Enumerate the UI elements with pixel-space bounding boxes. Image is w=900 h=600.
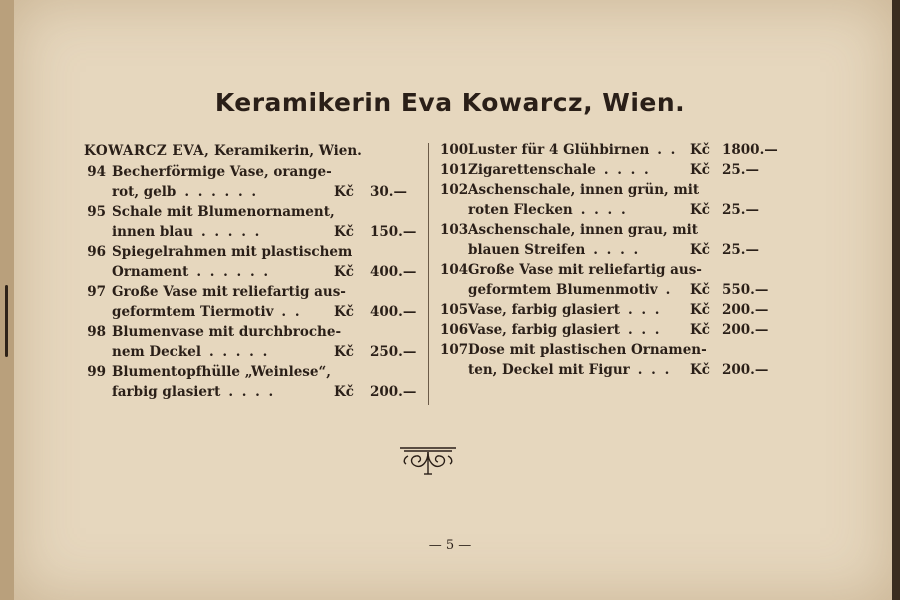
item-price: 200.—: [722, 362, 769, 378]
item-text: Schale mit Blumenornament,: [112, 204, 335, 220]
item-description: [112, 182, 258, 202]
catalog-line: [84, 262, 424, 282]
catalog-line: [440, 300, 780, 320]
item-description: [112, 342, 269, 362]
item-description: [112, 202, 335, 222]
currency: Kč: [334, 344, 354, 360]
catalog-line: [84, 362, 424, 382]
item-price: 25.—: [722, 242, 759, 258]
item-number: 105: [440, 302, 469, 318]
currency: Kč: [334, 304, 354, 320]
currency: Kč: [690, 362, 710, 378]
currency: Kč: [334, 264, 354, 280]
catalog-line: [440, 180, 780, 200]
item-description: [112, 222, 261, 242]
catalog-line: [84, 342, 424, 362]
currency: Kč: [690, 322, 710, 338]
leader-dots: . . . .: [593, 242, 641, 258]
item-price: 400.—: [370, 264, 417, 280]
catalog-line: [440, 340, 780, 360]
item-text: rot, gelb: [112, 184, 177, 200]
currency: Kč: [690, 302, 710, 318]
item-text: Aschenschale, innen grau, mit: [468, 222, 699, 238]
item-text: geformtem Tiermotiv: [112, 304, 274, 320]
item-number: 99: [87, 364, 106, 380]
item-price: 250.—: [370, 344, 417, 360]
item-description: [468, 280, 672, 300]
leader-dots: . . . .: [228, 384, 276, 400]
item-number: 107: [440, 342, 469, 358]
currency: Kč: [690, 282, 710, 298]
catalog-line: [440, 260, 780, 280]
item-text: roten Flecken: [468, 202, 573, 218]
item-text: nem Deckel: [112, 344, 201, 360]
item-number: 104: [440, 262, 469, 278]
item-description: [468, 340, 707, 360]
catalog-line: [84, 202, 424, 222]
item-number: 103: [440, 222, 469, 238]
leader-dots: .: [665, 282, 673, 298]
item-price: 1800.—: [722, 142, 778, 158]
column-divider: [428, 143, 429, 405]
item-text: innen blau: [112, 224, 193, 240]
item-description: [468, 200, 628, 220]
catalog-line: [440, 360, 780, 380]
item-description: [468, 260, 702, 280]
catalog-line: [84, 382, 424, 402]
item-text: Becherförmige Vase, orange-: [112, 164, 332, 180]
item-number: 100: [440, 142, 469, 158]
item-text: Blumentopfhülle „Weinlese“,: [112, 364, 331, 380]
item-text: Vase, farbig glasiert: [468, 302, 620, 318]
item-number: 95: [87, 204, 106, 220]
item-description: [112, 362, 331, 382]
artist-name: KOWARCZ EVA,: [84, 143, 210, 159]
leader-dots: . . .: [637, 362, 672, 378]
item-price: 200.—: [722, 302, 769, 318]
right-column: [440, 140, 780, 380]
leader-dots: . . . . .: [201, 224, 262, 240]
item-text: farbig glasiert: [112, 384, 221, 400]
item-number: 98: [87, 324, 106, 340]
leader-dots: . . .: [627, 302, 662, 318]
item-text: Ornament: [112, 264, 189, 280]
item-description: [468, 320, 661, 340]
currency: Kč: [334, 224, 354, 240]
item-text: geformtem Blumenmotiv: [468, 282, 658, 298]
item-description: [468, 220, 698, 240]
catalog-line: [84, 242, 424, 262]
item-text: Blumenvase mit durchbroche-: [112, 324, 342, 340]
leader-dots: . . .: [627, 322, 662, 338]
catalog-line: [440, 320, 780, 340]
item-text: Aschenschale, innen grün, mit: [468, 182, 700, 198]
page-title: Keramikerin Eva Kowarcz, Wien.: [214, 88, 686, 117]
catalog-line: [440, 160, 780, 180]
item-text: Zigarettenschale: [468, 162, 596, 178]
item-number: 101: [440, 162, 469, 178]
item-price: 150.—: [370, 224, 417, 240]
item-description: [112, 322, 341, 342]
catalog-line: [440, 200, 780, 220]
item-text: Spiegelrahmen mit plastischem: [112, 244, 353, 260]
catalog-line: [84, 182, 424, 202]
item-description: [112, 262, 270, 282]
item-number: 102: [440, 182, 469, 198]
leader-dots: . .: [281, 304, 302, 320]
currency: Kč: [334, 184, 354, 200]
ornament-icon: [398, 440, 458, 480]
artist-info: Keramikerin, Wien.: [214, 143, 362, 159]
item-description: [468, 360, 671, 380]
leader-dots: . .: [657, 142, 678, 158]
item-description: [468, 240, 640, 260]
item-text: Vase, farbig glasiert: [468, 322, 620, 338]
currency: Kč: [690, 202, 710, 218]
item-description: [468, 300, 661, 320]
leader-dots: . . . . . .: [184, 184, 259, 200]
item-text: Große Vase mit reliefartig aus-: [468, 262, 702, 278]
item-number: 94: [87, 164, 106, 180]
item-price: 200.—: [722, 322, 769, 338]
item-number: 97: [87, 284, 106, 300]
catalog-line: [440, 240, 780, 260]
catalog-line: [84, 302, 424, 322]
item-number: 106: [440, 322, 469, 338]
catalog-line: [440, 140, 780, 160]
item-text: Luster für 4 Glühbirnen: [468, 142, 650, 158]
item-price: 30.—: [370, 184, 407, 200]
item-description: [468, 140, 677, 160]
item-description: [112, 282, 346, 302]
catalog-line: [440, 220, 780, 240]
currency: Kč: [690, 242, 710, 258]
item-text: Dose mit plastischen Ornamen-: [468, 342, 707, 358]
item-description: [112, 162, 332, 182]
leader-dots: . . . . . .: [196, 264, 271, 280]
item-text: Große Vase mit reliefartig aus-: [112, 284, 346, 300]
artist-header: [84, 140, 424, 162]
item-text: blauen Streifen: [468, 242, 586, 258]
item-description: [468, 180, 699, 200]
binding-mark: [5, 285, 8, 357]
leader-dots: . . . .: [603, 162, 651, 178]
item-description: [112, 382, 275, 402]
page-number: — 5 —: [428, 538, 472, 553]
item-number: 96: [87, 244, 106, 260]
currency: Kč: [334, 384, 354, 400]
item-price: 25.—: [722, 162, 759, 178]
left-column: [84, 140, 424, 402]
item-description: [112, 242, 352, 262]
leader-dots: . . . . .: [208, 344, 270, 360]
catalog-line: [84, 222, 424, 242]
catalog-line: [84, 282, 424, 302]
item-text: ten, Deckel mit Figur: [468, 362, 630, 378]
item-price: 200.—: [370, 384, 417, 400]
item-description: [112, 302, 302, 322]
catalog-line: [440, 280, 780, 300]
leader-dots: . . . .: [580, 202, 628, 218]
catalog-line: [84, 162, 424, 182]
catalog-line: [84, 322, 424, 342]
currency: Kč: [690, 162, 710, 178]
currency: Kč: [690, 142, 710, 158]
item-description: [468, 160, 651, 180]
item-price: 400.—: [370, 304, 417, 320]
item-price: 550.—: [722, 282, 769, 298]
item-price: 25.—: [722, 202, 759, 218]
